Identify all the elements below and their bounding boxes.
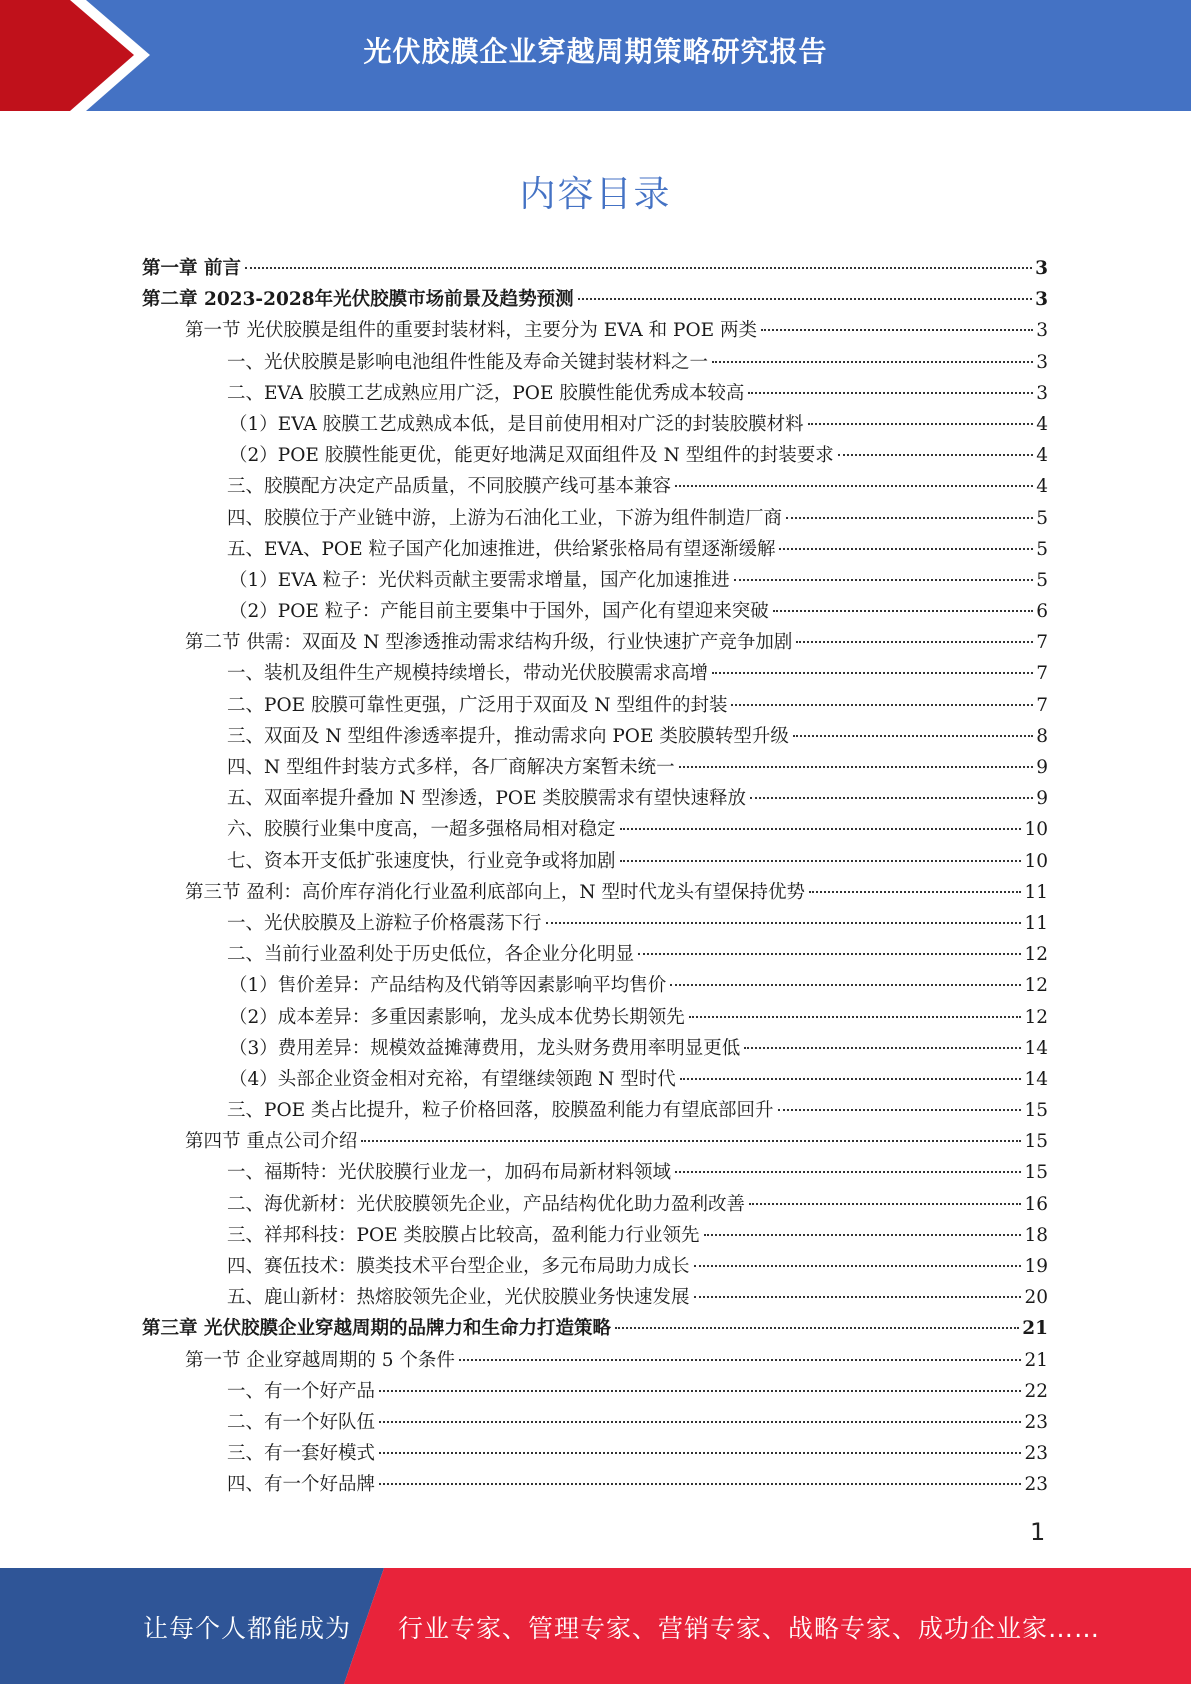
toc-entry-page: 3 — [1035, 289, 1048, 311]
toc-dot-leader — [778, 1109, 1022, 1111]
toc-entry-title: 第一章 前言 — [142, 258, 241, 279]
toc-entry[interactable] — [142, 1251, 1048, 1282]
toc-entry-page: 23 — [1024, 1411, 1048, 1433]
toc-entry-page: 7 — [1036, 632, 1048, 654]
table-of-contents — [142, 253, 1048, 1501]
toc-dot-leader — [734, 579, 1034, 581]
toc-dot-leader — [675, 1171, 1021, 1173]
toc-dot-leader — [689, 1016, 1022, 1018]
toc-entry-title: 二、当前行业盈利处于历史低位，各企业分化明显 — [227, 944, 635, 966]
toc-entry-title: （2）POE 胶膜性能更优，能更好地满足双面组件及 N 型组件的封装要求 — [229, 445, 834, 467]
toc-entry-title: （2）成本差异：多重因素影响，龙头成本优势长期领先 — [229, 1006, 685, 1028]
toc-entry[interactable] — [142, 658, 1048, 689]
report-title: 光伏胶膜企业穿越周期策略研究报告 — [363, 35, 828, 68]
toc-entry-page: 18 — [1024, 1224, 1048, 1246]
toc-dot-leader — [731, 704, 1033, 706]
toc-entry-page: 22 — [1024, 1380, 1048, 1402]
toc-dot-leader — [809, 891, 1022, 893]
toc-entry[interactable] — [142, 1002, 1048, 1033]
toc-entry-title: 四、N 型组件封装方式多样，各厂商解决方案暂未统一 — [227, 757, 675, 778]
toc-entry[interactable] — [142, 627, 1048, 658]
toc-entry[interactable] — [142, 970, 1048, 1001]
toc-entry-page: 10 — [1024, 850, 1048, 872]
toc-entry-page: 12 — [1024, 944, 1048, 966]
toc-entry-page: 15 — [1024, 1131, 1048, 1153]
toc-entry[interactable] — [142, 1033, 1048, 1064]
toc-entry-title: 六、胶膜行业集中度高，一超多强格局相对稳定 — [227, 819, 616, 841]
toc-entry-title: 第二章 2023-2028年光伏胶膜市场前景及趋势预测 — [142, 289, 574, 311]
toc-entry[interactable] — [142, 1282, 1048, 1313]
toc-entry[interactable] — [142, 440, 1048, 471]
toc-entry[interactable] — [142, 721, 1048, 752]
toc-dot-leader — [680, 1078, 1022, 1080]
toc-entry[interactable] — [142, 846, 1048, 877]
toc-entry[interactable] — [142, 1469, 1048, 1500]
toc-entry-page: 14 — [1024, 1068, 1048, 1090]
toc-entry[interactable] — [142, 939, 1048, 970]
toc-entry[interactable] — [142, 1189, 1048, 1220]
toc-entry[interactable] — [142, 783, 1048, 814]
toc-entry[interactable] — [142, 1345, 1048, 1376]
toc-entry-title: 二、POE 胶膜可靠性更强，广泛用于双面及 N 型组件的封装 — [227, 694, 728, 716]
toc-dot-leader — [620, 860, 1022, 862]
toc-entry-title: 四、胶膜位于产业链中游，上游为石油化工业，下游为组件制造厂商 — [227, 507, 783, 529]
toc-dot-leader — [615, 1327, 1019, 1329]
toc-entry[interactable] — [142, 1438, 1048, 1469]
toc-dot-leader — [704, 1234, 1022, 1236]
toc-entry-page: 21 — [1024, 1349, 1048, 1371]
toc-dot-leader — [779, 548, 1033, 550]
toc-entry-title: 一、装机及组件生产规模持续增长，带动光伏胶膜需求高增 — [227, 663, 709, 685]
toc-dot-leader — [546, 922, 1022, 924]
toc-dot-leader — [379, 1390, 1021, 1392]
toc-dot-leader — [459, 1359, 1022, 1361]
toc-entry-title: （3）费用差异：规模效益摊薄费用，龙头财务费用率明显更低 — [229, 1037, 741, 1059]
toc-entry[interactable] — [142, 1064, 1048, 1095]
toc-entry[interactable] — [142, 565, 1048, 596]
toc-entry-title: 三、POE 类占比提升，粒子价格回落，胶膜盈利能力有望底部回升 — [227, 1100, 774, 1122]
toc-entry[interactable] — [142, 253, 1048, 284]
toc-dot-leader — [379, 1452, 1021, 1454]
toc-entry-page: 5 — [1036, 569, 1048, 591]
toc-entry-title: 四、赛伍技术：膜类技术平台型企业，多元布局助力成长 — [227, 1256, 690, 1277]
toc-dot-leader — [694, 1296, 1022, 1298]
toc-entry[interactable] — [142, 409, 1048, 440]
toc-dot-leader — [245, 267, 1032, 269]
toc-entry-title: （4）头部企业资金相对充裕，有望继续领跑 N 型时代 — [229, 1068, 676, 1090]
toc-entry[interactable] — [142, 1220, 1048, 1251]
toc-entry-title: 二、海优新材：光伏胶膜领先企业，产品结构优化助力盈利改善 — [227, 1193, 746, 1215]
toc-entry-page: 21 — [1022, 1318, 1048, 1340]
toc-entry-title: 二、EVA 胶膜工艺成熟应用广泛，POE 胶膜性能优秀成本较高 — [227, 382, 745, 404]
toc-entry[interactable] — [142, 1095, 1048, 1126]
toc-entry-page: 3 — [1036, 351, 1048, 373]
toc-entry[interactable] — [142, 503, 1048, 534]
toc-entry-page: 4 — [1036, 413, 1048, 435]
toc-entry-page: 3 — [1035, 258, 1048, 279]
toc-entry-page: 12 — [1024, 1006, 1048, 1028]
toc-entry-title: 五、EVA、POE 粒子国产化加速推进，供给紧张格局有望逐渐缓解 — [227, 538, 776, 560]
toc-entry[interactable] — [142, 690, 1048, 721]
toc-dot-leader — [786, 517, 1033, 519]
toc-entry[interactable] — [142, 596, 1048, 627]
toc-dot-leader — [808, 423, 1034, 425]
toc-entry-page: 11 — [1024, 881, 1048, 903]
toc-entry-title: 一、有一个好产品 — [227, 1380, 376, 1402]
toc-entry[interactable] — [142, 1126, 1048, 1157]
toc-entry-title: （1）EVA 粒子：光伏料贡献主要需求增量，国产化加速推进 — [229, 569, 730, 591]
toc-entry-page: 7 — [1036, 663, 1048, 685]
toc-dot-leader — [793, 735, 1033, 737]
toc-dot-leader — [670, 984, 1021, 986]
toc-entry-page: 5 — [1036, 507, 1048, 529]
toc-entry-title: 第四节 重点公司介绍 — [185, 1131, 358, 1153]
toc-entry-page: 19 — [1024, 1256, 1048, 1277]
toc-dot-leader — [761, 329, 1033, 331]
toc-entry-title: 七、资本开支低扩张速度快，行业竞争或将加剧 — [227, 850, 616, 872]
toc-entry[interactable] — [142, 752, 1048, 783]
toc-dot-leader — [748, 392, 1033, 394]
toc-entry-page: 15 — [1024, 1100, 1048, 1122]
toc-entry-page: 16 — [1024, 1193, 1048, 1215]
toc-entry-page: 14 — [1024, 1037, 1048, 1059]
toc-entry-title: 第二节 供需：双面及 N 型渗透推动需求结构升级，行业快速扩产竞争加剧 — [185, 632, 793, 654]
toc-dot-leader — [744, 1047, 1021, 1049]
toc-dot-leader — [773, 610, 1033, 612]
toc-entry-page: 20 — [1024, 1287, 1048, 1309]
footer-slogan-right: 行业专家、管理专家、营销专家、战略专家、成功企业家…… — [398, 1614, 1101, 1643]
toc-entry-page: 15 — [1024, 1162, 1048, 1184]
toc-entry[interactable] — [142, 1376, 1048, 1407]
toc-entry[interactable] — [142, 534, 1048, 565]
toc-entry-page: 8 — [1036, 725, 1048, 747]
toc-dot-leader — [379, 1483, 1021, 1485]
toc-entry-title: 五、鹿山新材：热熔胶领先企业，光伏胶膜业务快速发展 — [227, 1287, 690, 1309]
toc-dot-leader — [750, 797, 1033, 799]
toc-dot-leader — [620, 828, 1022, 830]
toc-entry-title: 五、双面率提升叠加 N 型渗透，POE 类胶膜需求有望快速释放 — [227, 788, 746, 810]
toc-entry-title: 第三章 光伏胶膜企业穿越周期的品牌力和生命力打造策略 — [142, 1318, 611, 1340]
toc-entry[interactable] — [142, 315, 1048, 346]
toc-entry-title: 一、光伏胶膜是影响电池组件性能及寿命关键封装材料之一 — [227, 351, 709, 373]
toc-entry-page: 9 — [1036, 788, 1048, 810]
report-header — [0, 0, 1191, 111]
footer-slogan-left: 让每个人都能成为 — [143, 1614, 352, 1643]
toc-entry-title: 三、双面及 N 型组件渗透率提升，推动需求向 POE 类胶膜转型升级 — [227, 725, 789, 747]
toc-dot-leader — [838, 454, 1033, 456]
toc-entry-page: 10 — [1024, 819, 1048, 841]
page-number: 1 — [1030, 1518, 1046, 1546]
toc-entry-page: 7 — [1036, 694, 1048, 716]
toc-entry[interactable] — [142, 814, 1048, 845]
toc-dot-leader — [675, 485, 1033, 487]
toc-entry-page: 4 — [1036, 476, 1048, 498]
toc-entry-page: 3 — [1036, 320, 1048, 342]
toc-entry-page: 12 — [1024, 975, 1048, 997]
toc-dot-leader — [379, 1421, 1021, 1423]
toc-entry[interactable] — [142, 378, 1048, 409]
toc-entry-title: （2）POE 粒子：产能目前主要集中于国外，国产化有望迎来突破 — [229, 601, 769, 623]
toc-entry-page: 11 — [1024, 912, 1048, 934]
toc-entry[interactable] — [142, 284, 1048, 315]
toc-entry-page: 9 — [1036, 757, 1048, 778]
toc-entry-title: 三、胶膜配方决定产品质量，不同胶膜产线可基本兼容 — [227, 476, 672, 498]
toc-dot-leader — [796, 641, 1033, 643]
toc-entry-title: 三、有一套好模式 — [227, 1443, 376, 1465]
toc-entry[interactable] — [142, 347, 1048, 378]
toc-entry-page: 3 — [1036, 382, 1048, 404]
toc-dot-leader — [749, 1203, 1021, 1205]
toc-entry-page: 5 — [1036, 538, 1048, 560]
toc-entry[interactable] — [142, 1407, 1048, 1438]
toc-dot-leader — [712, 361, 1033, 363]
toc-entry-page: 23 — [1024, 1443, 1048, 1465]
toc-entry[interactable] — [142, 1313, 1048, 1344]
toc-entry[interactable] — [142, 877, 1048, 908]
toc-entry-page: 6 — [1036, 601, 1048, 623]
toc-entry-title: （1）售价差异：产品结构及代销等因素影响平均售价 — [229, 975, 667, 997]
toc-entry-title: （1）EVA 胶膜工艺成熟成本低，是目前使用相对广泛的封装胶膜材料 — [229, 413, 804, 435]
toc-entry-title: 第一节 光伏胶膜是组件的重要封装材料，主要分为 EVA 和 POE 两类 — [185, 320, 757, 342]
toc-entry-page: 23 — [1024, 1474, 1048, 1496]
toc-dot-leader — [578, 298, 1033, 300]
toc-heading: 内容目录 — [519, 174, 672, 215]
toc-dot-leader — [638, 953, 1021, 955]
toc-entry[interactable] — [142, 908, 1048, 939]
toc-entry-title: 四、有一个好品牌 — [227, 1474, 376, 1496]
toc-entry-title: 第三节 盈利：高价库存消化行业盈利底部向上，N 型时代龙头有望保持优势 — [185, 881, 805, 903]
toc-entry-page: 4 — [1036, 445, 1048, 467]
toc-dot-leader — [694, 1265, 1022, 1267]
toc-entry-title: 二、有一个好队伍 — [227, 1411, 376, 1433]
toc-entry-title: 第一节 企业穿越周期的 5 个条件 — [185, 1349, 455, 1371]
toc-entry-title: 一、光伏胶膜及上游粒子价格震荡下行 — [227, 912, 542, 934]
toc-dot-leader — [361, 1140, 1021, 1142]
toc-entry-title: 三、祥邦科技：POE 类胶膜占比较高，盈利能力行业领先 — [227, 1224, 700, 1246]
toc-dot-leader — [712, 672, 1033, 674]
toc-dot-leader — [679, 766, 1034, 768]
toc-entry-title: 一、福斯特：光伏胶膜行业龙一，加码布局新材料领域 — [227, 1162, 672, 1184]
toc-entry[interactable] — [142, 1157, 1048, 1188]
toc-entry[interactable] — [142, 471, 1048, 502]
